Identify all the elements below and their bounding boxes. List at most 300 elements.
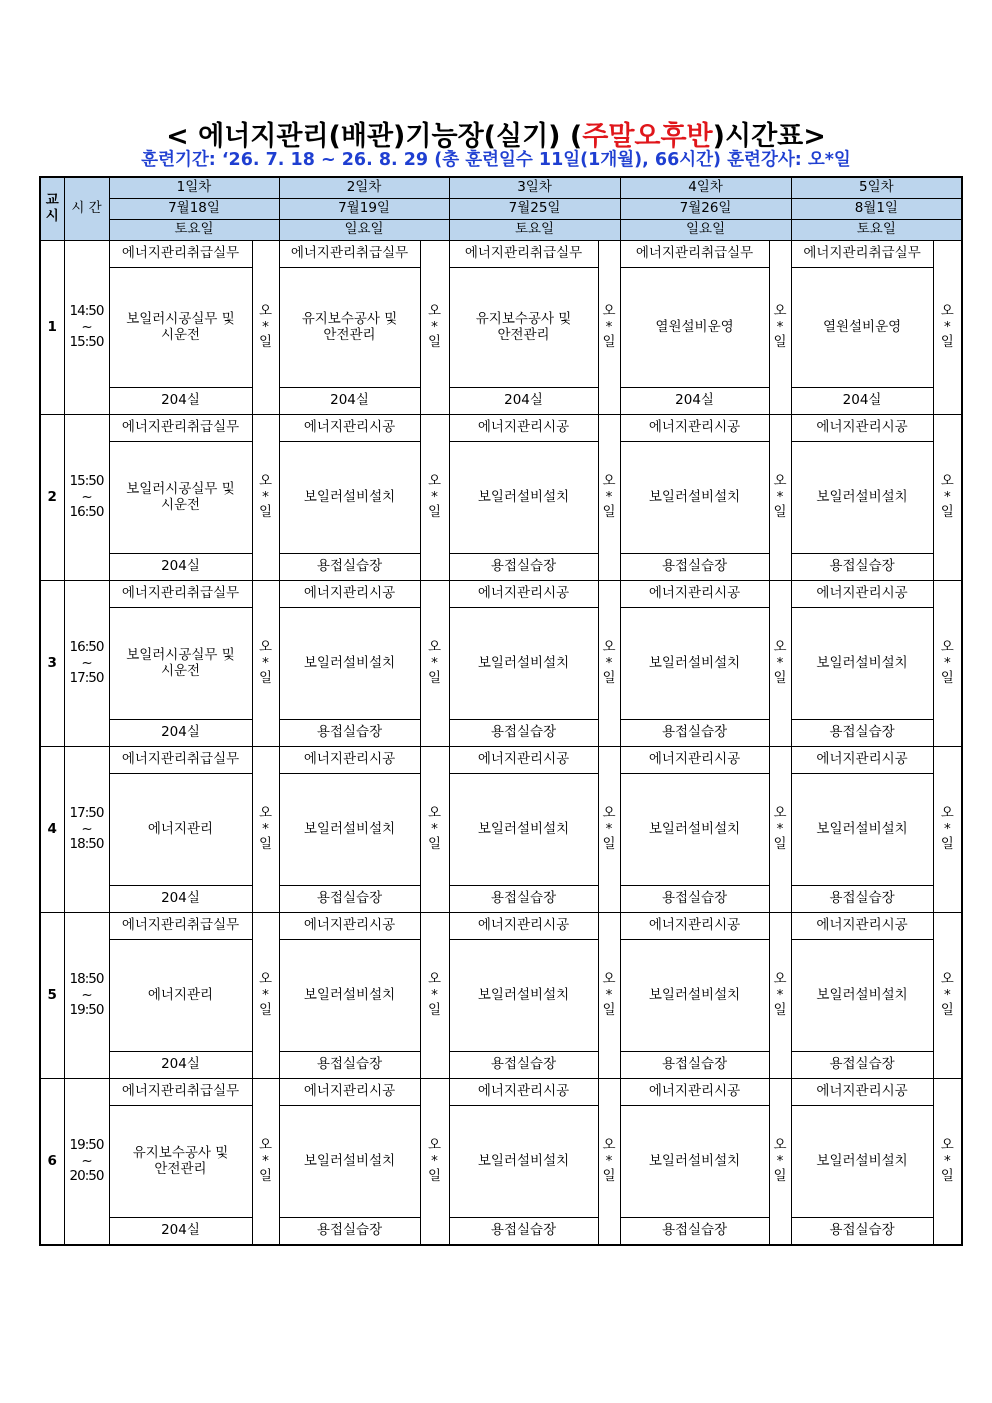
room-name: 204실 [109,554,252,581]
room-name: 204실 [109,886,252,913]
instructor-char: 오 [602,639,616,656]
subject-name: 에너지관리시공 [279,1079,420,1106]
training-period-info: 훈련기간: ‘26. 7. 18 ~ 26. 8. 29 (총 훈련일수 11일(1개월), 66시간) 훈련강사: 오*일 [141,150,851,170]
instructor-char: 오 [940,971,954,988]
unit-name-text: 보일러설비설치 [477,986,570,1003]
instructor-cell [933,1079,962,1246]
instructor-char: 일 [258,504,273,521]
unit-name-text: 보일러설비설치 [303,986,396,1003]
instructor-cell [598,1079,620,1246]
instructor-char: 오 [428,805,442,822]
instructor-char: 오 [602,805,616,822]
unit-name-text: 보일러설비설치 [816,488,908,505]
unit-name [791,268,933,388]
instructor-char: * [943,1152,951,1169]
unit-name [279,268,420,388]
unit-name [109,774,252,886]
subject-name: 에너지관리시공 [620,747,769,774]
subject-name: 에너지관리시공 [791,1079,933,1106]
instructor-cell [933,747,962,913]
instructor-char: 오 [940,639,954,656]
header-day: 2일차 [279,177,449,199]
subject-name: 에너지관리취급실무 [279,241,420,268]
unit-name [791,940,933,1052]
subject-name: 에너지관리시공 [620,581,769,608]
instructor-char: 오 [428,639,442,656]
instructor-char: 오 [258,1137,273,1154]
subject-name: 에너지관리시공 [279,747,420,774]
room-name: 용접실습장 [449,886,598,913]
instructor-char: 오 [773,473,787,490]
unit-name-text: 보일러설비설치 [816,820,908,837]
subject-name: 에너지관리시공 [449,747,598,774]
unit-name [279,774,420,886]
instructor-cell [769,415,791,581]
subject-name: 에너지관리시공 [791,913,933,940]
instructor-char: * [431,654,438,671]
period-row-unit [40,1106,962,1218]
schedule-table [39,176,963,1246]
instructor-char: * [262,1152,269,1169]
unit-name-text: 유지보수공사 및 안전관리 [475,310,572,343]
instructor-char: 일 [428,670,442,687]
instructor-char: 일 [428,504,442,521]
instructor-cell [933,415,962,581]
room-name: 용접실습장 [791,1218,933,1246]
instructor-cell [252,747,279,913]
header-date: 7월26일 [620,199,791,220]
period-time [64,1079,109,1246]
subject-name: 에너지관리시공 [791,747,933,774]
instructor-cell [933,241,962,415]
instructor-char: 오 [773,971,787,988]
instructor-cell [420,241,449,415]
period-time [64,581,109,747]
instructor-char: * [431,1152,438,1169]
period-end-time: 18:50 [69,836,104,853]
instructor-char: * [262,488,269,505]
room-name: 204실 [109,720,252,747]
period-row-subject [40,581,962,608]
instructor-char: 일 [428,334,442,351]
unit-name-text: 보일러설비설치 [816,654,908,671]
room-name: 용접실습장 [791,720,933,747]
instructor-char: * [605,1152,613,1169]
instructor-char: 일 [940,836,954,853]
instructor-cell [252,1079,279,1246]
period-end-time: 17:50 [69,670,104,687]
header-sigan: 시 간 [64,177,109,241]
unit-name-text: 보일러설비설치 [303,654,396,671]
instructor-char: 일 [773,1168,787,1185]
instructor-char: 오 [258,303,273,320]
instructor-char: 일 [258,1002,273,1019]
unit-name-text: 유지보수공사 및 안전관리 [301,310,398,343]
unit-name-text: 보일러설비설치 [648,820,741,837]
instructor-char: * [943,488,951,505]
subject-name: 에너지관리취급실무 [109,913,252,940]
room-name: 용접실습장 [449,554,598,581]
unit-name [620,608,769,720]
header-gyosi-label: 교시 [45,192,59,224]
instructor-char: 오 [258,805,273,822]
instructor-char: 일 [940,1002,954,1019]
subject-name: 에너지관리시공 [449,581,598,608]
subject-name: 에너지관리시공 [449,415,598,442]
unit-name [620,1106,769,1218]
room-name: 용접실습장 [620,1218,769,1246]
instructor-char: * [943,654,951,671]
period-row-subject [40,1079,962,1106]
period-row-subject [40,415,962,442]
header-day: 1일차 [109,177,279,199]
period-time-separator: ~ [81,488,92,505]
subject-name: 에너지관리시공 [791,581,933,608]
period-end-time: 20:50 [69,1168,104,1185]
instructor-char: * [776,654,784,671]
instructor-char: * [262,986,269,1003]
unit-name [449,608,598,720]
instructor-char: 일 [602,1002,616,1019]
unit-name [791,774,933,886]
period-row-subject [40,747,962,774]
unit-name [109,608,252,720]
instructor-cell [769,581,791,747]
instructor-char: 일 [940,334,954,351]
unit-name-text: 열원설비운영 [655,318,734,335]
unit-name-text: 보일러설비설치 [477,820,570,837]
instructor-char: 일 [602,504,616,521]
instructor-char: * [776,318,784,335]
room-name: 용접실습장 [279,1218,420,1246]
unit-name [791,442,933,554]
instructor-cell [420,913,449,1079]
instructor-char: 오 [773,805,787,822]
period-row-room [40,1218,962,1246]
unit-name [109,940,252,1052]
room-name: 용접실습장 [449,1218,598,1246]
subject-name: 에너지관리시공 [449,1079,598,1106]
instructor-char: 오 [602,971,616,988]
header-day: 3일차 [449,177,620,199]
unit-name [620,774,769,886]
instructor-char: 오 [940,1137,954,1154]
instructor-cell [420,1079,449,1246]
header-day: 4일차 [620,177,791,199]
unit-name [449,940,598,1052]
subject-name: 에너지관리취급실무 [109,241,252,268]
instructor-cell [420,581,449,747]
instructor-cell [252,913,279,1079]
room-name: 204실 [109,1218,252,1246]
subject-name: 에너지관리취급실무 [449,241,598,268]
unit-name [109,442,252,554]
instructor-char: * [605,654,613,671]
subject-name: 에너지관리취급실무 [791,241,933,268]
instructor-char: * [943,318,951,335]
room-name: 용접실습장 [620,1052,769,1079]
unit-name [449,268,598,388]
instructor-cell [598,581,620,747]
header-date: 7월25일 [449,199,620,220]
header-row-date [40,199,962,220]
unit-name [279,940,420,1052]
instructor-cell [598,747,620,913]
unit-name-text: 보일러설비설치 [648,654,741,671]
header-weekday: 토요일 [109,220,279,241]
instructor-char: 일 [258,670,273,687]
unit-name-text: 열원설비운영 [822,318,902,335]
instructor-char: * [431,820,438,837]
instructor-char: 오 [940,303,954,320]
subject-name: 에너지관리시공 [620,1079,769,1106]
period-time-separator: ~ [81,1152,92,1169]
instructor-char: 일 [258,1168,273,1185]
unit-name-text: 유지보수공사 및 안전관리 [132,1144,229,1177]
instructor-char: 오 [428,971,442,988]
period-row-unit [40,608,962,720]
period-time [64,747,109,913]
subject-name: 에너지관리취급실무 [620,241,769,268]
room-name: 용접실습장 [620,554,769,581]
instructor-char: 일 [773,670,787,687]
unit-name [620,442,769,554]
room-name: 용접실습장 [620,886,769,913]
period-time-separator: ~ [81,986,92,1003]
period-time [64,241,109,415]
instructor-char: 일 [258,334,273,351]
unit-name [791,608,933,720]
instructor-cell [252,241,279,415]
title-suffix: )시간표> [712,121,826,152]
unit-name-text: 보일러설비설치 [303,488,396,505]
instructor-char: * [605,488,613,505]
instructor-char: 오 [602,1137,616,1154]
unit-name-text: 보일러시공실무 및 시운전 [126,480,235,513]
instructor-char: 일 [428,836,442,853]
instructor-char: * [431,488,438,505]
instructor-char: * [431,986,438,1003]
instructor-char: 오 [428,303,442,320]
instructor-char: 일 [940,670,954,687]
header-day: 5일차 [791,177,962,199]
subject-name: 에너지관리시공 [620,913,769,940]
unit-name [620,940,769,1052]
unit-name-text: 보일러설비설치 [648,488,741,505]
period-row-room [40,1052,962,1079]
unit-name [449,774,598,886]
subject-name: 에너지관리취급실무 [109,747,252,774]
instructor-char: * [262,318,269,335]
instructor-cell [252,415,279,581]
unit-name-text: 에너지관리 [147,820,214,837]
instructor-char: 일 [428,1002,442,1019]
instructor-char: 오 [773,1137,787,1154]
header-date: 8월1일 [791,199,962,220]
period-time-separator: ~ [81,654,92,671]
room-name: 용접실습장 [279,720,420,747]
period-row-room [40,886,962,913]
instructor-char: 일 [602,836,616,853]
room-name: 204실 [449,388,598,415]
instructor-char: 오 [258,639,273,656]
period-end-time: 16:50 [69,504,104,521]
instructor-char: 일 [602,1168,616,1185]
unit-name [279,442,420,554]
period-row-unit [40,940,962,1052]
unit-name-text: 보일러설비설치 [816,986,908,1003]
instructor-cell [598,913,620,1079]
instructor-char: 오 [428,1137,442,1154]
instructor-char: 일 [602,334,616,351]
instructor-char: * [776,1152,784,1169]
period-end-time: 19:50 [69,1002,104,1019]
period-row-room [40,720,962,747]
period-time-separator: ~ [81,318,92,335]
period-start-time: 19:50 [69,1137,104,1154]
period-start-time: 16:50 [69,639,104,656]
instructor-char: * [943,820,951,837]
instructor-cell [769,241,791,415]
room-name: 용접실습장 [791,886,933,913]
header-row-weekday [40,220,962,241]
instructor-char: 오 [773,639,787,656]
period-number: 3 [40,581,64,747]
instructor-char: * [605,820,613,837]
room-name: 용접실습장 [791,1052,933,1079]
period-row-subject [40,913,962,940]
unit-name-text: 에너지관리 [147,986,214,1003]
period-time-separator: ~ [81,820,92,837]
period-row-unit [40,774,962,886]
instructor-cell [933,581,962,747]
period-start-time: 15:50 [69,473,104,490]
instructor-char: 일 [940,504,954,521]
header-gyosi [40,177,64,241]
instructor-cell [420,747,449,913]
instructor-char: * [943,986,951,1003]
unit-name [791,1106,933,1218]
subject-name: 에너지관리시공 [449,913,598,940]
subject-name: 에너지관리시공 [279,415,420,442]
instructor-cell [769,747,791,913]
instructor-char: 일 [773,334,787,351]
instructor-char: 일 [602,670,616,687]
subject-name: 에너지관리시공 [791,415,933,442]
period-time [64,913,109,1079]
instructor-cell [420,415,449,581]
period-row-room [40,554,962,581]
instructor-char: 일 [258,836,273,853]
unit-name [620,268,769,388]
instructor-char: * [262,654,269,671]
subject-name: 에너지관리취급실무 [109,1079,252,1106]
period-row-unit [40,442,962,554]
instructor-char: 오 [428,473,442,490]
period-number: 5 [40,913,64,1079]
header-weekday: 일요일 [279,220,449,241]
header-weekday: 토요일 [791,220,962,241]
room-name: 204실 [279,388,420,415]
unit-name [109,1106,252,1218]
unit-name [449,442,598,554]
period-row-subject [40,241,962,268]
room-name: 204실 [791,388,933,415]
unit-name-text: 보일러설비설치 [303,820,396,837]
unit-name-text: 보일러설비설치 [303,1152,396,1169]
header-row-day [40,177,962,199]
subject-name: 에너지관리취급실무 [109,415,252,442]
room-name: 용접실습장 [449,720,598,747]
instructor-cell [769,1079,791,1246]
unit-name [109,268,252,388]
room-name: 용접실습장 [279,1052,420,1079]
room-name: 204실 [109,388,252,415]
instructor-char: 오 [940,805,954,822]
instructor-char: * [776,820,784,837]
period-end-time: 15:50 [69,334,104,351]
unit-name-text: 보일러설비설치 [648,1152,741,1169]
instructor-cell [252,581,279,747]
header-date: 7월18일 [109,199,279,220]
period-number: 2 [40,415,64,581]
period-start-time: 14:50 [69,303,104,320]
instructor-char: * [262,820,269,837]
title-prefix: < 에너지관리(배관)기능장(실기) ( [166,121,583,152]
unit-name-text: 보일러설비설치 [648,986,741,1003]
instructor-char: 오 [258,473,273,490]
unit-name-text: 보일러시공실무 및 시운전 [126,646,235,679]
instructor-cell [598,241,620,415]
title-class-name: 주말오후반 [582,121,713,152]
period-number: 6 [40,1079,64,1246]
room-name: 용접실습장 [279,554,420,581]
instructor-char: * [776,986,784,1003]
period-number: 1 [40,241,64,415]
instructor-char: 일 [773,1002,787,1019]
instructor-char: * [776,488,784,505]
instructor-char: 오 [258,971,273,988]
instructor-cell [933,913,962,1079]
unit-name-text: 보일러설비설치 [477,1152,570,1169]
unit-name [279,1106,420,1218]
unit-name [449,1106,598,1218]
period-row-unit [40,268,962,388]
unit-name-text: 보일러설비설치 [816,1152,908,1169]
instructor-cell [769,913,791,1079]
instructor-char: 오 [602,303,616,320]
instructor-cell [598,415,620,581]
period-start-time: 18:50 [69,971,104,988]
room-name: 204실 [620,388,769,415]
period-row-room [40,388,962,415]
instructor-char: 일 [773,504,787,521]
instructor-char: 일 [773,836,787,853]
instructor-char: 오 [773,303,787,320]
unit-name [279,608,420,720]
period-time [64,415,109,581]
instructor-char: 일 [428,1168,442,1185]
subject-name: 에너지관리시공 [620,415,769,442]
instructor-char: * [431,318,438,335]
instructor-char: 오 [940,473,954,490]
room-name: 204실 [109,1052,252,1079]
instructor-char: * [605,318,613,335]
header-date: 7월19일 [279,199,449,220]
header-weekday: 토요일 [449,220,620,241]
header-weekday: 일요일 [620,220,791,241]
instructor-char: 일 [940,1168,954,1185]
